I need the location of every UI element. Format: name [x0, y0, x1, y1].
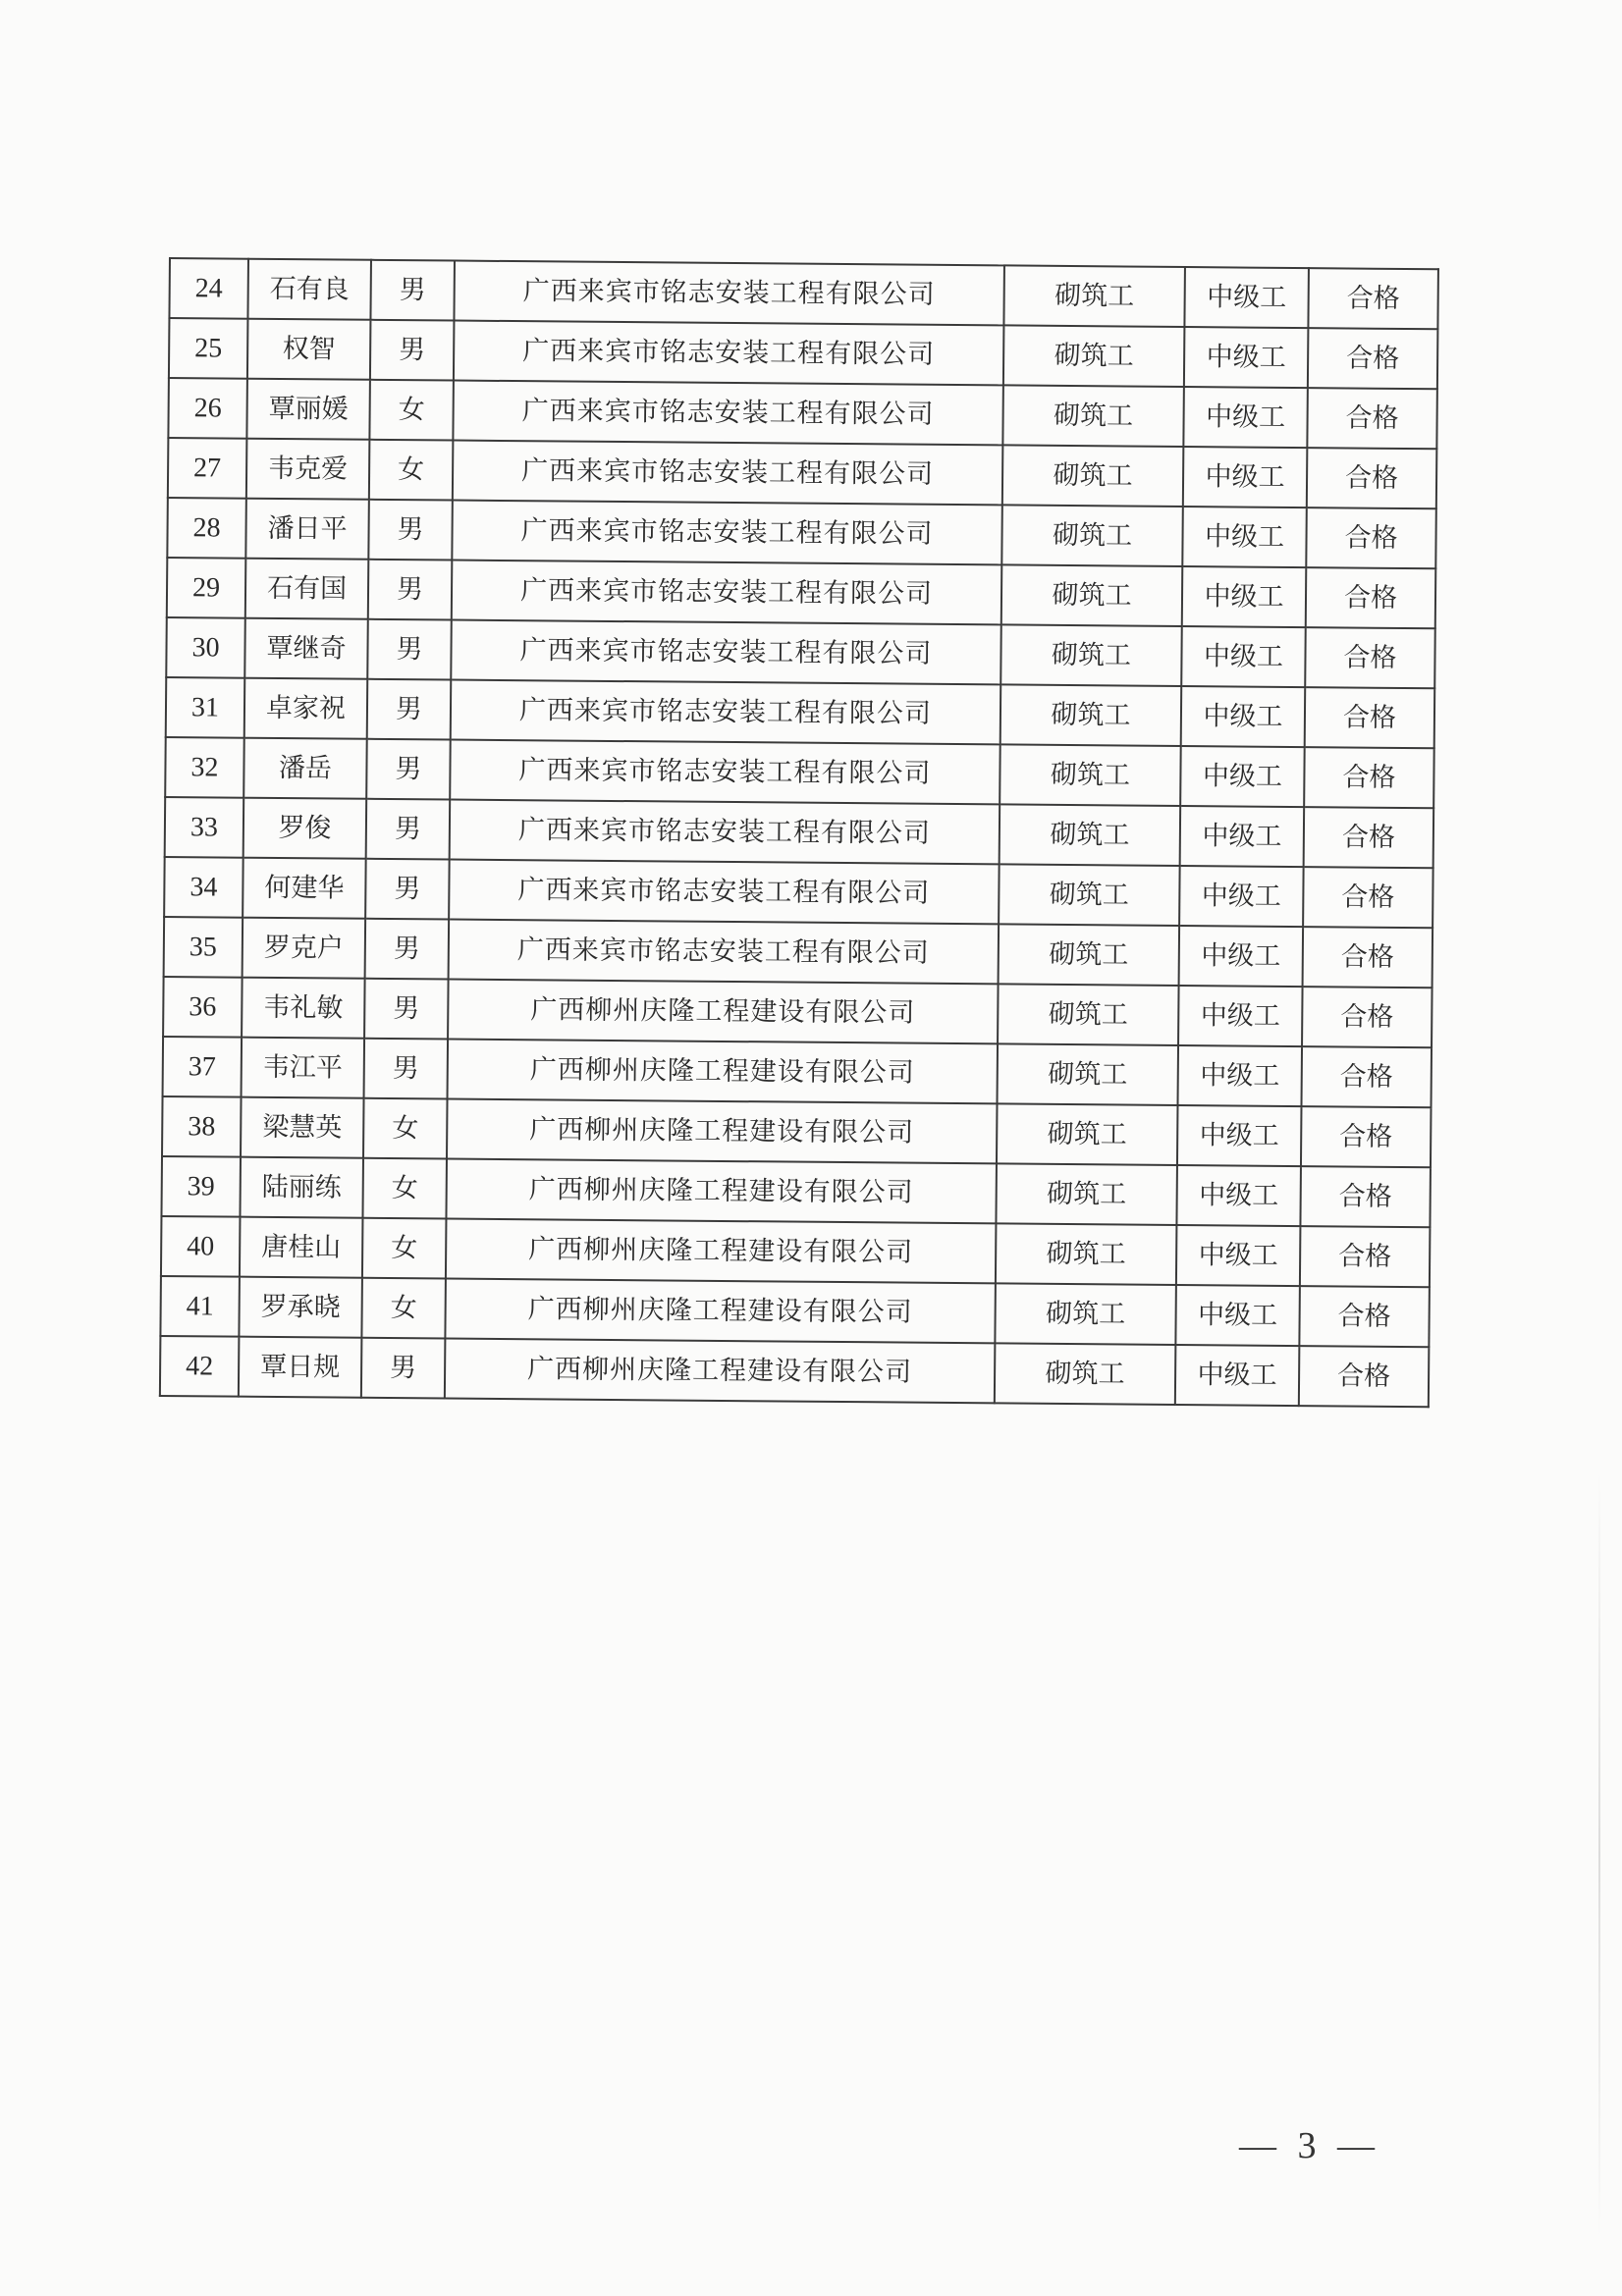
gender-cell: 男	[367, 679, 452, 740]
gender-cell: 男	[365, 859, 450, 920]
row-number-cell: 33	[165, 797, 244, 858]
level-cell: 中级工	[1176, 1165, 1301, 1226]
gender-cell: 男	[366, 799, 451, 860]
gender-cell: 女	[361, 1278, 446, 1339]
row-number-cell: 30	[166, 617, 245, 678]
trade-cell: 砌筑工	[1001, 564, 1183, 626]
gender-cell: 男	[368, 560, 453, 620]
trade-cell: 砌筑工	[1000, 804, 1181, 866]
trade-cell: 砌筑工	[999, 924, 1180, 986]
result-cell: 合格	[1300, 1166, 1431, 1227]
level-cell: 中级工	[1177, 1045, 1302, 1106]
table-row	[164, 917, 1433, 988]
table-row	[168, 378, 1436, 449]
name-cell: 潘日平	[245, 499, 369, 560]
level-cell: 中级工	[1182, 566, 1307, 627]
result-cell: 合格	[1308, 328, 1438, 389]
company-cell: 广西来宾市铭志安装工程有限公司	[453, 381, 1003, 446]
company-cell: 广西柳州庆隆工程建设有限公司	[448, 1040, 999, 1104]
table-row	[168, 438, 1436, 508]
name-cell: 唐桂山	[240, 1217, 363, 1278]
result-cell: 合格	[1303, 927, 1433, 988]
gender-cell: 女	[362, 1158, 447, 1219]
result-cell: 合格	[1306, 507, 1436, 568]
table-row	[165, 737, 1433, 808]
company-cell: 广西柳州庆隆工程建设有限公司	[445, 1338, 996, 1403]
result-cell: 合格	[1306, 567, 1436, 628]
level-cell: 中级工	[1182, 507, 1307, 567]
gender-cell: 男	[370, 320, 455, 381]
trade-cell: 砌筑工	[1003, 325, 1185, 387]
gender-cell: 男	[368, 500, 453, 561]
trade-cell: 砌筑工	[1000, 624, 1182, 686]
trade-cell: 砌筑工	[998, 1043, 1179, 1105]
gender-cell: 男	[367, 619, 452, 680]
row-number-cell: 24	[169, 258, 248, 319]
gender-cell: 男	[366, 739, 451, 800]
trade-cell: 砌筑工	[999, 864, 1180, 926]
table-row	[166, 617, 1434, 688]
table-row	[166, 677, 1434, 748]
table-row	[161, 1216, 1430, 1287]
row-number-cell: 34	[164, 857, 243, 918]
scan-edge-shadow	[1598, 1472, 1600, 2238]
row-number-cell: 31	[166, 677, 245, 738]
name-cell: 陆丽练	[240, 1157, 363, 1218]
company-cell: 广西来宾市铭志安装工程有限公司	[454, 261, 1004, 326]
company-cell: 广西柳州庆隆工程建设有限公司	[445, 1278, 996, 1343]
row-number-cell: 25	[169, 318, 248, 379]
company-cell: 广西来宾市铭志安装工程有限公司	[450, 740, 1000, 805]
result-cell: 合格	[1302, 987, 1433, 1047]
level-cell: 中级工	[1181, 626, 1306, 687]
company-cell: 广西来宾市铭志安装工程有限公司	[454, 321, 1004, 386]
table-row	[162, 1096, 1431, 1167]
trade-cell: 砌筑工	[995, 1283, 1176, 1345]
level-cell: 中级工	[1176, 1225, 1301, 1286]
level-cell: 中级工	[1180, 806, 1305, 867]
table-row	[160, 1276, 1429, 1347]
name-cell: 韦礼敏	[242, 978, 365, 1039]
company-cell: 广西柳州庆隆工程建设有限公司	[448, 980, 999, 1044]
row-number-cell: 35	[164, 917, 243, 978]
trade-cell: 砌筑工	[997, 1103, 1178, 1165]
level-cell: 中级工	[1175, 1345, 1300, 1406]
trade-cell: 砌筑工	[1003, 265, 1185, 327]
gender-cell: 男	[364, 1039, 449, 1099]
table-row	[164, 857, 1433, 928]
company-cell: 广西柳州庆隆工程建设有限公司	[446, 1219, 997, 1284]
row-number-cell: 40	[161, 1216, 241, 1277]
name-cell: 覃日规	[239, 1337, 362, 1398]
level-cell: 中级工	[1183, 447, 1308, 507]
level-cell: 中级工	[1179, 926, 1304, 987]
table-row	[163, 977, 1432, 1047]
level-cell: 中级工	[1183, 387, 1308, 448]
result-cell: 合格	[1308, 268, 1438, 329]
result-cell: 合格	[1301, 1106, 1432, 1167]
gender-cell: 女	[369, 380, 454, 441]
result-cell: 合格	[1304, 747, 1434, 808]
gender-cell: 男	[370, 260, 455, 321]
page-number: — 3 —	[1239, 2125, 1380, 2166]
gender-cell: 女	[369, 440, 454, 501]
row-number-cell: 38	[162, 1096, 242, 1157]
gender-cell: 男	[361, 1338, 446, 1399]
row-number-cell: 41	[160, 1276, 240, 1337]
name-cell: 潘岳	[243, 738, 367, 799]
gender-cell: 女	[362, 1218, 447, 1279]
result-cell: 合格	[1305, 687, 1435, 748]
company-cell: 广西来宾市铭志安装工程有限公司	[452, 501, 1002, 565]
result-cell: 合格	[1307, 388, 1437, 449]
table-row	[165, 797, 1433, 868]
result-cell: 合格	[1304, 807, 1434, 868]
name-cell: 石有国	[245, 559, 369, 619]
gender-cell: 男	[365, 919, 450, 980]
trade-cell: 砌筑工	[995, 1343, 1176, 1405]
name-cell: 覃丽媛	[246, 379, 370, 440]
name-cell: 罗承晓	[239, 1277, 362, 1338]
name-cell: 梁慧英	[241, 1097, 364, 1158]
company-cell: 广西柳州庆隆工程建设有限公司	[447, 1099, 998, 1164]
row-number-cell: 32	[165, 737, 244, 798]
company-cell: 广西来宾市铭志安装工程有限公司	[449, 920, 1000, 985]
name-cell: 覃继奇	[244, 618, 368, 679]
level-cell: 中级工	[1184, 267, 1309, 328]
company-cell: 广西来宾市铭志安装工程有限公司	[451, 620, 1001, 685]
company-cell: 广西来宾市铭志安装工程有限公司	[450, 800, 1000, 865]
level-cell: 中级工	[1175, 1285, 1300, 1346]
company-cell: 广西柳州庆隆工程建设有限公司	[446, 1159, 997, 1224]
name-cell: 权智	[247, 319, 371, 380]
name-cell: 罗俊	[243, 798, 367, 859]
level-cell: 中级工	[1184, 327, 1309, 388]
result-cell: 合格	[1299, 1346, 1430, 1407]
name-cell: 石有良	[247, 259, 371, 320]
result-cell: 合格	[1301, 1046, 1432, 1107]
name-cell: 何建华	[243, 858, 366, 919]
table-row	[169, 318, 1437, 389]
level-cell: 中级工	[1179, 866, 1304, 927]
trade-cell: 砌筑工	[1000, 744, 1181, 806]
personnel-table	[159, 257, 1439, 1408]
trade-cell: 砌筑工	[996, 1163, 1177, 1225]
row-number-cell: 29	[167, 558, 246, 618]
name-cell: 韦江平	[242, 1038, 365, 1098]
company-cell: 广西来宾市铭志安装工程有限公司	[453, 441, 1003, 506]
company-cell: 广西来宾市铭志安装工程有限公司	[451, 680, 1001, 745]
result-cell: 合格	[1307, 448, 1437, 508]
row-number-cell: 42	[160, 1336, 240, 1397]
gender-cell: 女	[363, 1098, 448, 1159]
name-cell: 罗克户	[243, 918, 366, 979]
trade-cell: 砌筑工	[1000, 684, 1182, 746]
row-number-cell: 28	[167, 498, 246, 559]
trade-cell: 砌筑工	[998, 984, 1179, 1045]
table-row	[169, 258, 1437, 329]
table-row	[167, 498, 1435, 568]
result-cell: 合格	[1300, 1226, 1431, 1287]
name-cell: 卓家祝	[244, 678, 368, 739]
table-row	[161, 1156, 1430, 1227]
level-cell: 中级工	[1180, 746, 1305, 807]
trade-cell: 砌筑工	[1001, 505, 1183, 566]
company-cell: 广西来宾市铭志安装工程有限公司	[452, 561, 1002, 625]
result-cell: 合格	[1305, 627, 1435, 688]
table-body	[160, 258, 1438, 1407]
table-row	[160, 1336, 1429, 1407]
table-row	[167, 558, 1435, 628]
trade-cell: 砌筑工	[996, 1223, 1177, 1285]
result-cell: 合格	[1299, 1286, 1430, 1347]
row-number-cell: 36	[163, 977, 243, 1038]
trade-cell: 砌筑工	[1002, 445, 1184, 507]
row-number-cell: 37	[163, 1037, 243, 1097]
row-number-cell: 39	[161, 1156, 241, 1217]
result-cell: 合格	[1303, 867, 1433, 928]
trade-cell: 砌筑工	[1002, 385, 1184, 447]
level-cell: 中级工	[1178, 986, 1303, 1046]
row-number-cell: 26	[168, 378, 247, 439]
row-number-cell: 27	[168, 438, 247, 499]
name-cell: 韦克爱	[246, 439, 370, 500]
table-row	[163, 1037, 1432, 1107]
gender-cell: 男	[364, 979, 449, 1040]
level-cell: 中级工	[1177, 1105, 1302, 1166]
level-cell: 中级工	[1181, 686, 1306, 747]
company-cell: 广西来宾市铭志安装工程有限公司	[449, 860, 1000, 925]
